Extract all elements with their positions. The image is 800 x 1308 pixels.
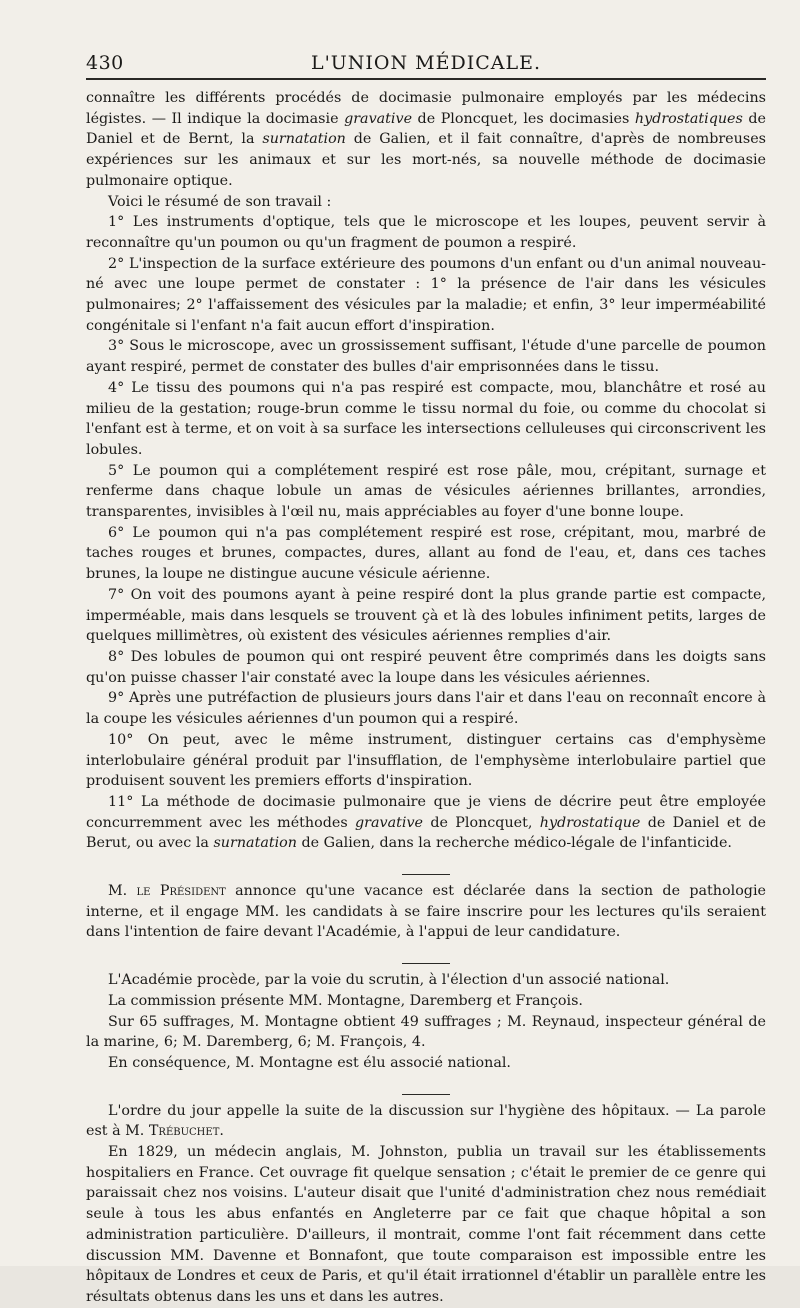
- list-item: 1° Les instruments d'optique, tels que le microscope et les loupes, peuvent servir à reconnaître qu'un poumon ou qu'un fragment de poumon a respiré.: [86, 214, 766, 251]
- spacer: [86, 854, 766, 866]
- section-separator: [402, 874, 450, 875]
- election-paragraph: Sur 65 suffrages, M. Montagne obtient 49 suffrages ; M. Reynaud, inspecteur général de la marine, 6; M. Daremberg, 6; M. François, 4.: [86, 1013, 766, 1051]
- election-paragraph: La commission présente MM. Montagne, Daremberg et François.: [108, 992, 583, 1009]
- body-text: [86, 88, 766, 1308]
- intro-paragraph: connaître les différents procédés de docimasie pulmonaire employés par les médecins légistes. — Il indique la docimasie gravative de Ploncquet, les docimasies hydrostatiques de Daniel et de Bernt, la surnatation de Galien, et il fait connaître, d'après de nombreuses expériences sur les animaux et sur les mort-nés, sa nouvelle méthode de docimasie pulmonaire optique.: [86, 90, 766, 189]
- list-item: 4° Le tissu des poumons qui n'a pas respiré est compacte, mou, blanchâtre et rosé au milieu de la gestation; rouge-brun comme le tissu normal du foie, ou comme du chocolat si l'enfant est à terme, et on voit à sa surface les intersections celluleuses qui circonscrivent les lobules.: [86, 379, 766, 458]
- president-announcement: M. le Président annonce qu'une vacance est déclarée dans la section de pathologie interne, et il engage MM. les candidats à se faire inscrire pour les lectures qu'ils seraient dans l'intention de faire devant l'Académie, à l'appui de leur candidature.: [86, 883, 766, 941]
- list-item: 9° Après une putréfaction de plusieurs jours dans l'air et dans l'eau on reconnaît encore à la coupe les vésicules aériennes d'un poumon qui a respiré.: [86, 690, 766, 728]
- election-paragraph: En conséquence, M. Montagne est élu associé national.: [108, 1054, 511, 1071]
- speaker-name: M. Trébuchet.: [125, 1123, 224, 1140]
- list-item: 2° L'inspection de la surface extérieure des poumons d'un enfant ou d'un animal nouveau-né avec une loupe permet de constater : 1° la présence de l'air dans les vésicules pulmonaires; 2° l'affaissement des vésicules par la maladie; et enfin, 3° leur imperméabilité congénitale si l'enfant n'a fait aucun effort d'inspiration.: [86, 255, 766, 334]
- list-item: 3° Sous le microscope, avec un grossissement suffisant, l'étude d'une parcelle de poumon ayant respiré, permet de constater des bulles d'air emprisonnées dans le tissu.: [86, 338, 766, 376]
- list-item: 10° On peut, avec le même instrument, distinguer certains cas d'emphysème interlobulaire général produit par l'insufflation, de l'emphysème interlobulaire partiel que produisent souvent les premiers efforts d'inspiration.: [86, 731, 766, 790]
- spacer: [86, 943, 766, 955]
- list-item: 8° Des lobules de poumon qui ont respiré peuvent être comprimés dans les doigts sans qu'on puisse chasser l'air constaté avec la loupe dans les vésicules aériennes.: [86, 648, 766, 686]
- summary-lead: Voici le résumé de son travail :: [108, 193, 332, 210]
- speaker-name: M. le Président: [108, 883, 226, 900]
- list-item-11: 11° La méthode de docimasie pulmonaire que je viens de décrire peut être employée concurremment avec les méthodes gravative de Ploncquet, hydrostatique de Daniel et de Berut, ou avec la surnatation de Galien, dans la recherche médico-légale de l'infanticide.: [86, 793, 766, 852]
- order-of-day: L'ordre du jour appelle la suite de la discussion sur l'hygiène des hôpitaux. — La parole est à M. Trébuchet.: [86, 1102, 766, 1140]
- spacer: [86, 1074, 766, 1086]
- section-separator: [402, 1094, 450, 1095]
- page-number: 430: [86, 52, 124, 74]
- journal-title: L'UNION MÉDICALE.: [310, 52, 542, 74]
- list-item: 6° Le poumon qui n'a pas complétement respiré est rose, crépitant, mou, marbré de taches rouges et brunes, compactes, dures, allant au fond de l'eau, et, dans ces taches brunes, la loupe ne distingue aucune vésicule aérienne.: [86, 524, 766, 583]
- header-rule: [86, 78, 766, 80]
- election-paragraph: L'Académie procède, par la voie du scrutin, à l'élection d'un associé national.: [108, 972, 670, 989]
- list-item: 5° Le poumon qui a complétement respiré est rose pâle, mou, crépitant, surnage et renferme dans chaque lobule un amas de vésicules aériennes brillantes, arrondies, transparentes, invisibles à l'œil nu, mais appréciables au foyer d'une bonne loupe.: [86, 462, 766, 521]
- running-head: [86, 44, 766, 76]
- section-separator: [402, 963, 450, 964]
- discussion-paragraph: En 1829, un médecin anglais, M. Johnston, publia un travail sur les établissements hospitaliers en France. Cet ouvrage fit quelque sensation ; c'était le premier de ce genre qui paraissait chez nos voisins. L'auteur disait que l'unité d'administration chez nous remédiait seule à tous les abus enfantés en Angleterre par ce fait que chaque hôpital a son administration particulière. D'ailleurs, il montrait, comme l'ont fait récemment dans cette discussion MM. Davenne et Bonnafont, que toute comparaison est impossible entre les hôpitaux de Londres et ceux de Paris, et qu'il était irrationnel d'établir un parallèle entre les résultats obtenus dans les uns et dans les autres.: [86, 1144, 766, 1305]
- list-item: 7° On voit des poumons ayant à peine respiré dont la plus grande partie est compacte, imperméable, mais dans lesquels se trouvent çà et là des lobules infiniment petits, larges de quelques millimètres, où existent des vésicules aériennes remplies d'air.: [86, 586, 766, 645]
